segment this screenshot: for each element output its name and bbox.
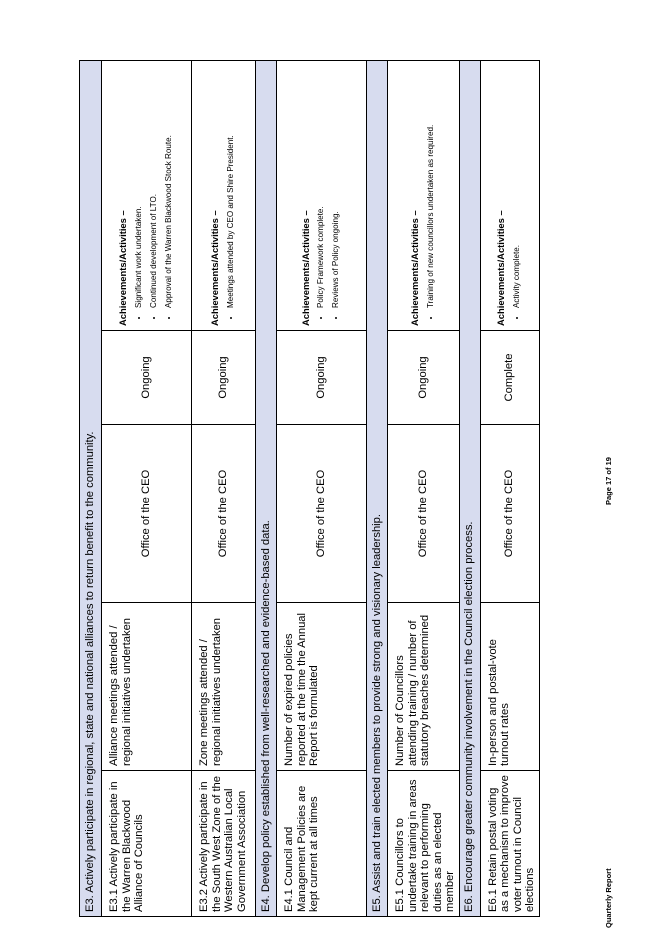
measure-cell: Number of expired policies reported at the time the Annual Report is formulated xyxy=(277,603,367,771)
status-cell: Ongoing xyxy=(192,331,256,425)
strategy-cell: E3.1 Actively participate in the Warren Blackwood Alliance of Councils xyxy=(102,771,192,917)
section-heading-row xyxy=(256,60,277,916)
strategy-cell: E5.1 Councillors to undertake training in areas relevant to performing duties as an elected member xyxy=(388,771,460,917)
achievements-cell xyxy=(102,60,192,330)
strategy-cell: E4.1 Council and Management Policies are kept current at all times xyxy=(277,771,367,917)
responsibility-cell: Office of the CEO xyxy=(388,425,460,603)
list-item: • Continued development of LTO. xyxy=(149,65,159,308)
table-row xyxy=(277,60,367,916)
section-heading-row xyxy=(367,60,388,916)
responsibility-cell: Office of the CEO xyxy=(192,425,256,603)
status-cell: Complete xyxy=(480,331,539,425)
list-item: • Significant work undertaken. xyxy=(134,65,144,308)
table-row xyxy=(480,60,539,916)
footer-page-number: Page 17 of 19 xyxy=(604,457,613,505)
achievements-heading: Achievements/Activities – xyxy=(209,210,221,326)
section-heading: E3. Actively participate in regional, state and national alliances to return benefit to the community. xyxy=(80,60,102,916)
responsibility-cell: Office of the CEO xyxy=(277,425,367,603)
table-row xyxy=(192,60,256,916)
strategy-cell: E3.2 Actively participate in the South West Zone of the Western Australian Local Government Association xyxy=(192,771,256,917)
measure-cell: In-person and postal-vote turnout rates xyxy=(480,603,539,771)
list-item: • Policy Framework complete. xyxy=(316,65,326,308)
measure-cell: Alliance meetings attended / regional initiatives undertaken xyxy=(102,603,192,771)
section-heading-row xyxy=(459,60,480,916)
section-heading: E4. Develop policy established from well-researched and evidence-based data. xyxy=(256,60,277,916)
table-row xyxy=(102,60,192,916)
achievements-cell xyxy=(388,60,460,330)
responsibility-cell: Office of the CEO xyxy=(102,425,192,603)
list-item: • Reviews of Policy ongoing. xyxy=(331,65,341,308)
status-cell: Ongoing xyxy=(388,331,460,425)
section-heading: E5. Assist and train elected members to provide strong and visionary leadership. xyxy=(367,60,388,916)
section-heading-row xyxy=(80,60,102,916)
achievements-heading: Achievements/Activities – xyxy=(409,210,420,326)
list-item: • Activity complete. xyxy=(512,65,522,308)
table-row xyxy=(388,60,460,916)
achievements-cell xyxy=(480,60,539,330)
achievements-list xyxy=(226,65,236,326)
footer-report-title: Quarterly Report xyxy=(604,868,613,928)
list-item: • Meetings attended by CEO and Shire President. xyxy=(226,65,236,308)
list-item: • Training of new councillors undertaken as required. xyxy=(426,65,436,308)
section-heading: E6. Encourage greater community involvement in the Council election process. xyxy=(459,60,480,916)
achievements-heading: Achievements/Activities – xyxy=(495,210,507,326)
achievements-cell xyxy=(277,60,367,330)
achievements-list xyxy=(512,65,522,326)
achievements-list xyxy=(316,65,341,326)
measure-cell: Number of Councillors attending training / number of statutory breaches determined xyxy=(388,603,460,771)
achievements-heading: Achievements/Activities – xyxy=(299,210,311,326)
achievements-list xyxy=(426,65,436,326)
rotated-table-container xyxy=(79,61,536,917)
achievements-cell xyxy=(192,60,256,330)
strategy-cell: E6.1 Retain postal voting as a mechanism to improve voter turnout in Council elections xyxy=(480,771,539,917)
status-cell: Ongoing xyxy=(102,331,192,425)
strategy-table xyxy=(79,60,540,917)
measure-cell: Zone meetings attended / regional initiatives undertaken xyxy=(192,603,256,771)
responsibility-cell: Office of the CEO xyxy=(480,425,539,603)
status-cell: Ongoing xyxy=(277,331,367,425)
list-item: • Approval of the Warren Blackwood Stock Route. xyxy=(164,65,174,308)
achievements-list xyxy=(134,65,174,326)
achievements-heading: Achievements/Activities – xyxy=(117,210,129,326)
